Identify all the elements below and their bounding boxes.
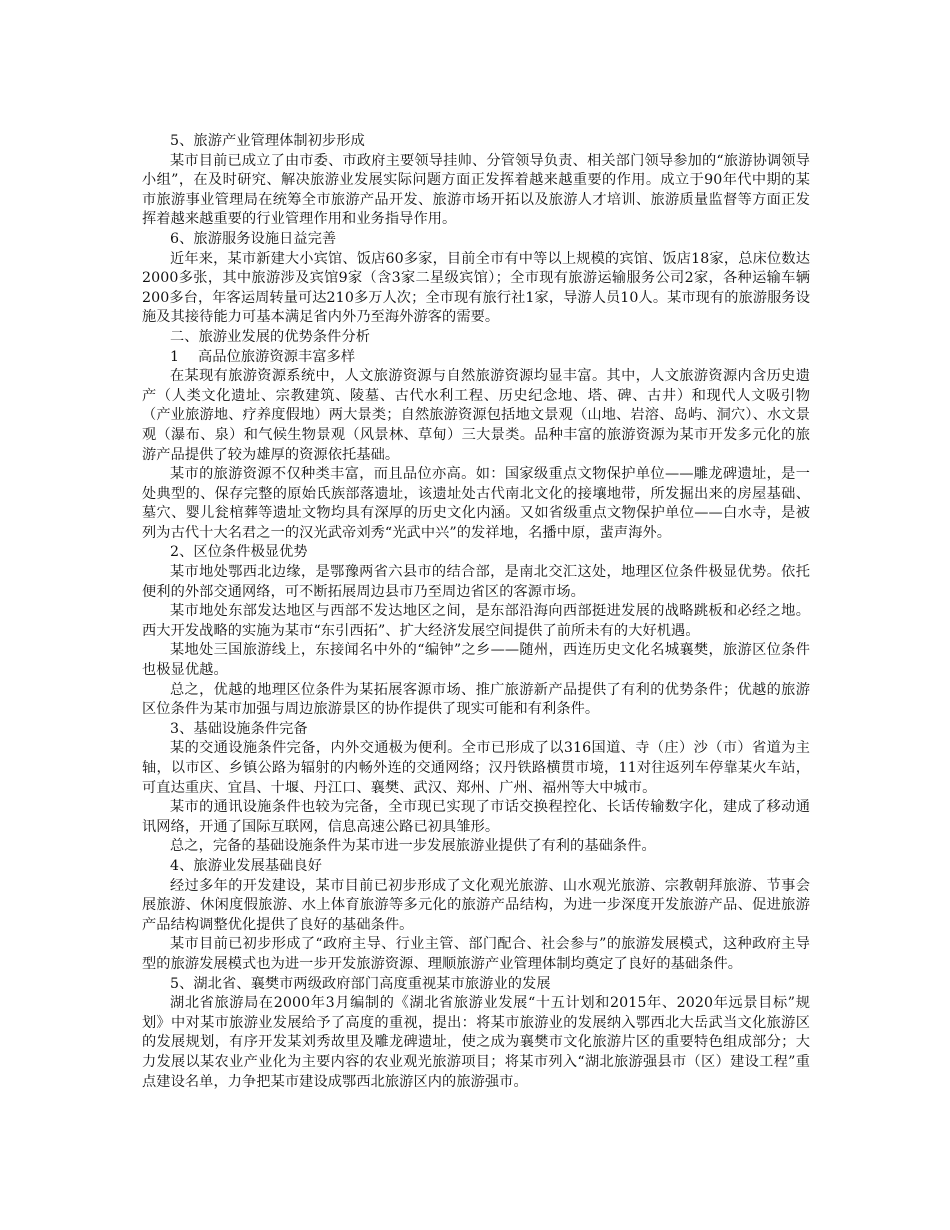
section-heading: 5、湖北省、襄樊市两级政府部门高度重视某市旅游业的发展	[170, 975, 551, 992]
section-heading: 6、旅游服务设施日益完善	[170, 230, 337, 247]
paragraph: 某市地处鄂西北边缘，是鄂豫两省六县市的结合部，是南北交汇这处，地理区位条件极显优势。依托便利的外部交通网络，可不断拓展周边县市乃至周边省区的客源市场。	[142, 564, 810, 600]
chapter-heading: 二、旅游业发展的优势条件分析	[170, 328, 371, 345]
paragraph: 某市目前已初步形成了“政府主导、行业主管、部门配合、社会参与”的旅游发展模式，这种政府主导型的旅游发展模式也为进一步开发旅游资源、理顺旅游产业管理体制均奠定了良好的基础条件。	[142, 936, 810, 972]
paragraph: 在某现有旅游资源系统中，人文旅游资源与自然旅游资源均显丰富。其中，人文旅游资源内含历史遗产（人类文化遗址、宗教建筑、陵墓、古代水利工程、历史纪念地、塔、碑、古井）和现代人文吸引物（产业旅游地、疗养度假地）两大景类；自然旅游资源包括地文景观（山地、岩溶、岛屿、洞穴）、水文景观（瀑布、泉）和气候生物景观（风景林、草甸）三大景类。品种丰富的旅游资源为某市开发多元化的旅游产品提供了较为雄厚的资源依托基础。	[142, 368, 810, 463]
paragraph: 总之，完备的基础设施条件为某市进一步发展旅游业提供了有利的基础条件。	[170, 838, 656, 855]
section-heading: 4、旅游业发展基础良好	[170, 857, 323, 874]
paragraph: 某市地处东部发达地区与西部不发达地区之间，是东部沿海向西部挺进发展的战略跳板和必经之地。西大开发战略的实施为某市“东引西拓”、扩大经济发展空间提供了前所未有的大好机遇。	[142, 603, 810, 639]
paragraph: 近年来，某市新建大小宾馆、饭店60多家，目前全市有中等以上规模的宾馆、饭店18家，总床位数达2000多张，其中旅游涉及宾馆9家（含3家二星级宾馆）；全市现有旅游运输服务公司2家，各种运输车辆200多台，年客运周转量可达210多万人次；全市现有旅行社1家，导游人员10人。某市现有的旅游服务设施及其接待能力可基本满足省内外乃至海外游客的需要。	[142, 250, 810, 326]
section-heading: 1 高品位旅游资源丰富多样	[170, 348, 356, 365]
section-heading: 2、区位条件极显优势	[170, 544, 308, 561]
paragraph: 某的交通设施条件完备，内外交通极为便利。全市已形成了以316国道、寺（庄）沙（市）省道为主轴，以市区、乡镇公路为辐射的内畅外连的交通网络；汉丹铁路横贯市境，11对往返列车停靠某火车站，可直达重庆、宜昌、十堰、丹江口、襄樊、武汉、郑州、广州、福州等大中城市。	[142, 740, 810, 796]
paragraph: 经过多年的开发建设，某市目前已初步形成了文化观光旅游、山水观光旅游、宗教朝拜旅游、节事会展旅游、休闲度假旅游、水上体育旅游等多元化的旅游产品结构，为进一步深度开发旅游产品、促进旅游产品结构调整优化提供了良好的基础条件。	[142, 877, 810, 933]
section-heading: 5、旅游产业管理体制初步形成	[170, 133, 365, 149]
paragraph: 湖北省旅游局在2000年3月编制的《湖北省旅游业发展“十五计划和2015年、2020年远景目标”规划》中对某市旅游业发展给予了高度的重视，提出：将某市旅游业的发展纳入鄂西北大岳武当文化旅游区的发展规划，有序开发某刘秀故里及雕龙碑遗址，使之成为襄樊市文化旅游片区的重要特色组成部分；大力发展以某农业产业化为主要内容的农业观光旅游项目；将某市列入“湖北旅游强县市（区）建设工程”重点建设名单，力争把某市建设成鄂西北旅游区内的旅游强市。	[142, 995, 810, 1090]
paragraph: 某地处三国旅游线上，东接闻名中外的“编钟”之乡——随州，西连历史文化名城襄樊，旅游区位条件也极显优越。	[142, 642, 810, 679]
paragraph: 总之，优越的地理区位条件为某拓展客源市场、推广旅游新产品提供了有利的优势条件；优越的旅游区位条件为某市加强与周边旅游景区的协作提供了现实可能和有利条件。	[142, 681, 810, 718]
document-body	[142, 132, 810, 1092]
section-heading: 3、基础设施条件完备	[170, 720, 308, 737]
paragraph: 某市目前已成立了由市委、市政府主要领导挂帅、分管领导负责、相关部门领导参加的“旅游协调领导小组”，在及时研究、解决旅游业发展实际问题方面正发挥着越来越重要的作用。成立于90年代中期的某市旅游事业管理局在统筹全市旅游产品开发、旅游市场开拓以及旅游人才培训、旅游质量监督等方面正发挥着越来越重要的行业管理作用和业务指导作用。	[142, 152, 810, 228]
paragraph: 某市的通讯设施条件也较为完备，全市现已实现了市话交换程控化、长话传输数字化，建成了移动通讯网络，开通了国际互联网，信息高速公路已初具雏形。	[142, 799, 810, 835]
paragraph: 某市的旅游资源不仅种类丰富，而且品位亦高。如：国家级重点文物保护单位——雕龙碑遗址，是一处典型的、保存完整的原始氏族部落遗址，该遗址处古代南北文化的接壤地带，所发掘出来的房屋基础、墓穴、婴儿瓮棺葬等遗址文物均具有深厚的历史文化内涵。又如省级重点文物保护单位——白水寺，是被列为古代十大名君之一的汉光武帝刘秀“光武中兴”的发祥地，名播中原，蜚声海外。	[142, 466, 810, 541]
